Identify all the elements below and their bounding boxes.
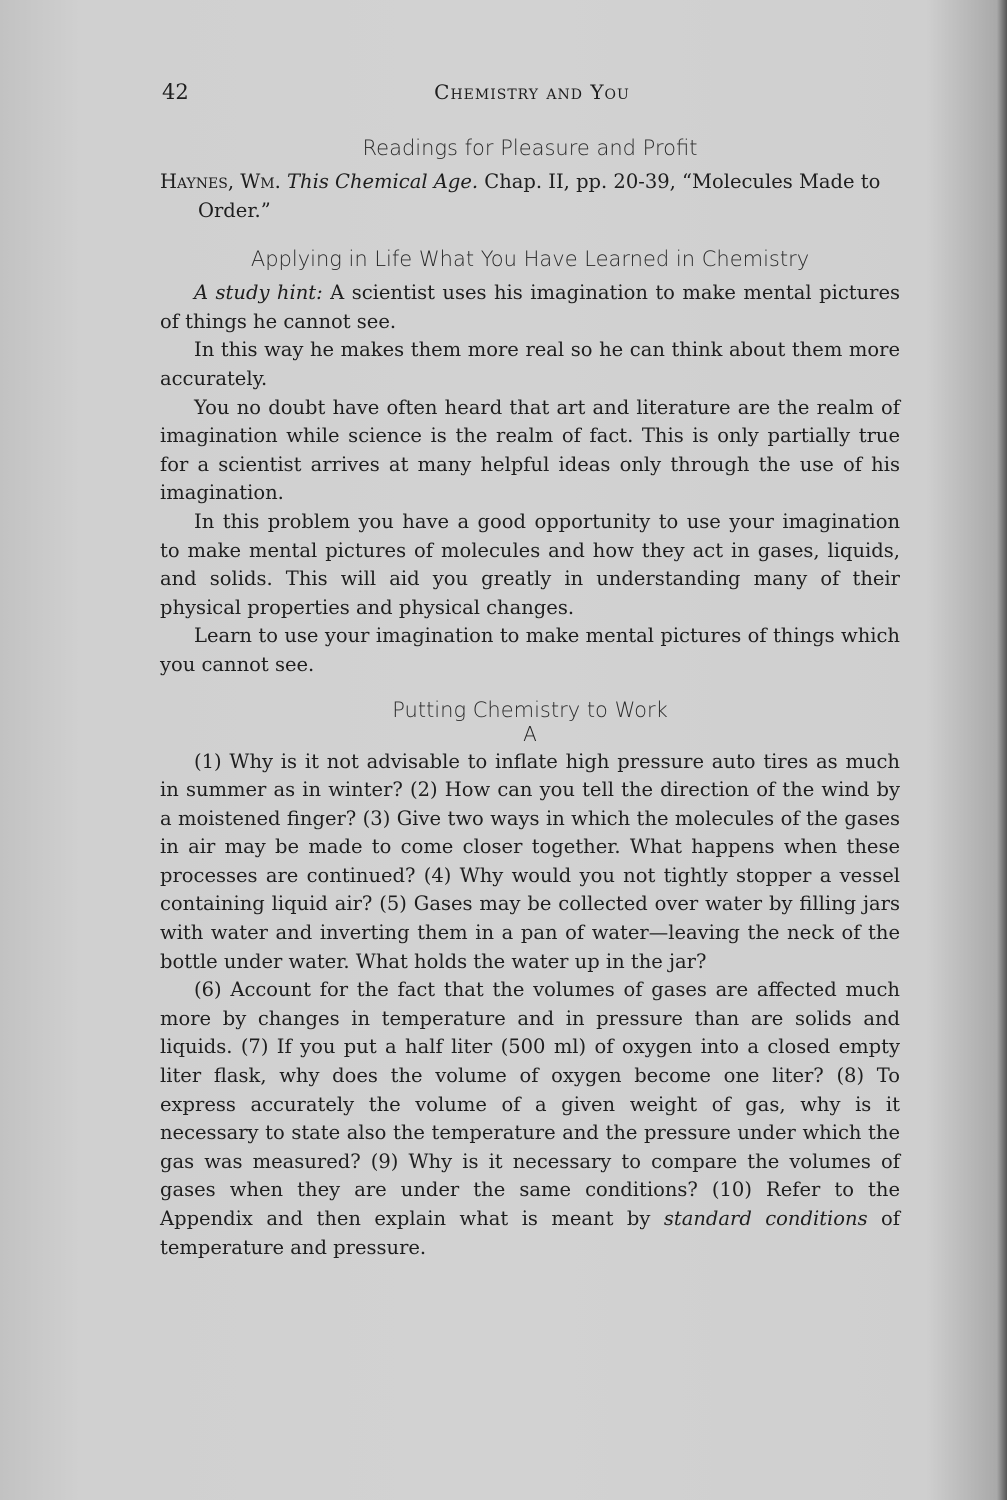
section-letter: A <box>523 721 537 746</box>
study-hint-label: A study hint: <box>194 281 323 305</box>
study-hint-paragraph <box>160 279 900 336</box>
reference-details: Chap. II, pp. 20-39, “Molecules Made to Order.” <box>198 170 881 222</box>
page-header <box>162 80 902 114</box>
questions-text-after: of temperature and pressure. <box>160 1207 900 1259</box>
questions-paragraph-2 <box>160 976 900 1262</box>
standard-conditions-term: standard conditions <box>663 1207 868 1230</box>
applying-heading: Applying in Life What You Have Learned in Chemistry <box>250 247 810 272</box>
work-heading: Putting Chemistry to Work <box>392 697 668 722</box>
running-title: Chemistry and You <box>434 80 630 104</box>
page-number: 42 <box>162 80 189 104</box>
reference-author: Haynes, Wm. <box>160 170 281 193</box>
page-body <box>160 136 900 1262</box>
study-hint-text: A scientist uses his imagination to make mental pictures of things he cannot see. <box>160 281 901 333</box>
questions-paragraph-1: (1) Why is it not advisable to inflate high pressure auto tires as much in summer as in winter? (2) How can you tell the direction of the wind by a moistened finger? (3) Give two ways in which the molecules of the gases in air may be made to come closer together. What happens when these processes are continued? (4) Why would you not tightly stopper a vessel containing liquid air? (5) Gases may be collected over water by filling jars with water and inverting them in a pan of water—leaving the neck of the bottle under water. What holds the water up in the jar? <box>160 749 900 973</box>
applying-paragraph-4: Learn to use your imagination to make mental pictures of things which you cannot see. <box>160 624 900 676</box>
applying-paragraph-1: In this way he makes them more real so he can think about them more accurately. <box>160 338 900 390</box>
reading-reference <box>160 168 900 225</box>
applying-paragraph-2: You no doubt have often heard that art and literature are the realm of imagination while science is the realm of fact. This is only partially true for a scientist arrives at many helpful ideas only through the use of his imagination. <box>160 395 900 505</box>
questions-text-before: (6) Account for the fact that the volumes of gases are affected much more by changes in temperature and in pressure than are solids and liquids. (7) If you put a half liter (500 ml) of oxygen into a closed empty liter flask, why does the volume of oxygen become one liter? (8) To express accurately the volume of a given weight of gas, why is it necessary to state also the temperature and the pressure under which the gas was measured? (9) Why is it necessary to compare the volumes of gases when they are under the same conditions? (10) Refer to the Appendix and then explain what is meant by <box>160 978 900 1230</box>
applying-paragraph-3: In this problem you have a good opportunity to use your imagination to make mental pictures of molecules and how they act in gases, liquids, and solids. This will aid you greatly in understanding many of their physical properties and physical changes. <box>160 509 900 619</box>
reference-title: This Chemical Age. <box>287 170 479 193</box>
readings-heading: Readings for Pleasure and Profit <box>362 136 698 160</box>
